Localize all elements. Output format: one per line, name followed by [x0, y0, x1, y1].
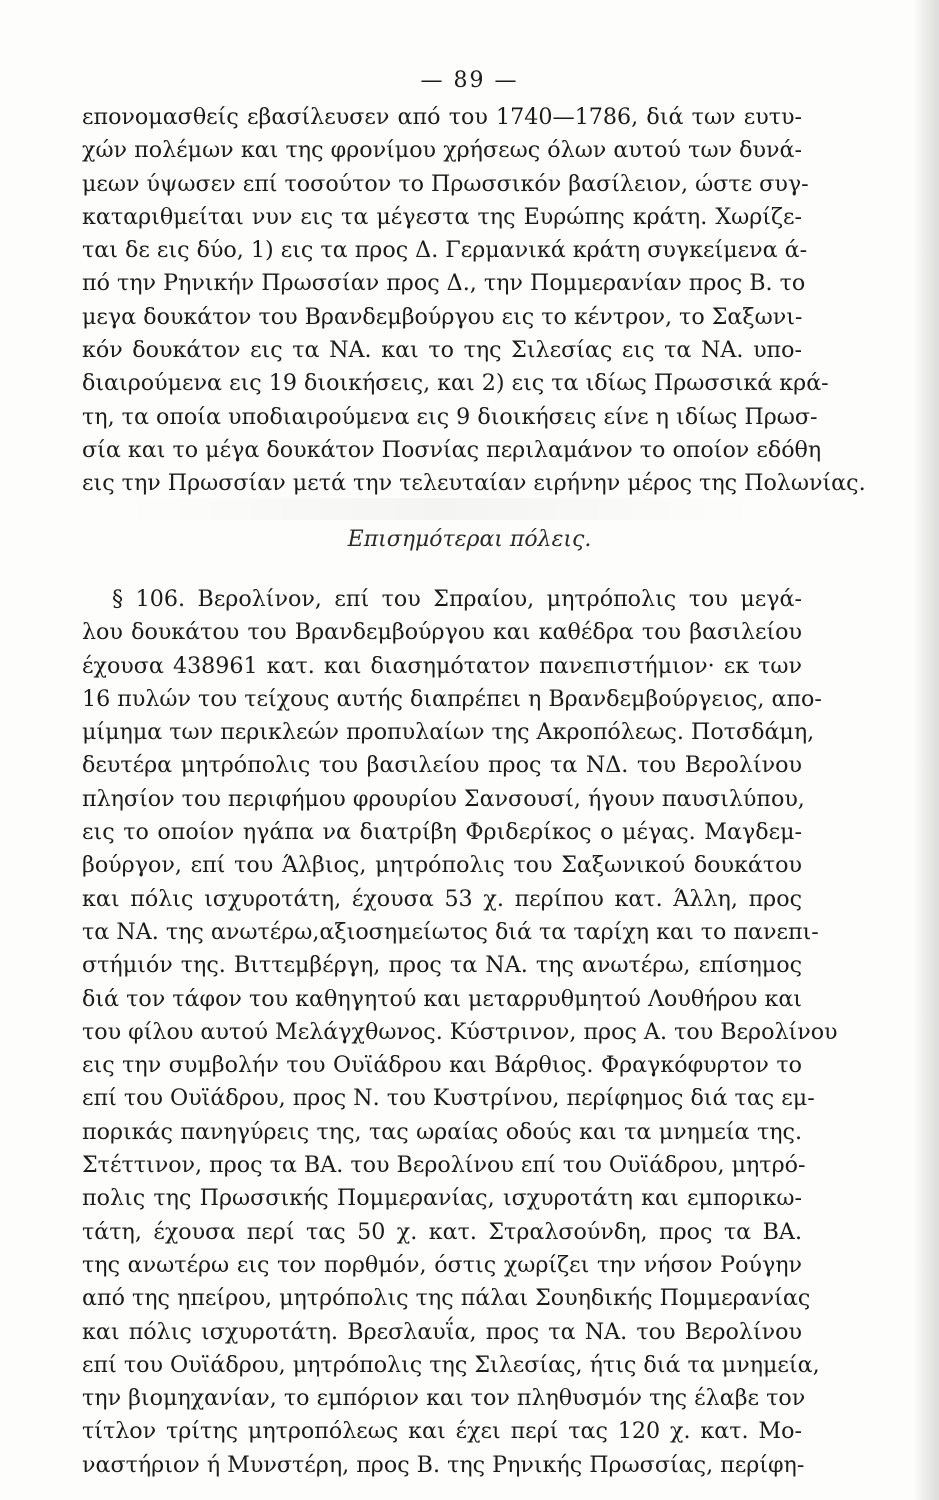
- text-line: λου δουκάτου του Βρανδεμβούργου και καθέδρα του βασιλείου: [82, 619, 802, 646]
- text-line: Στέττινον, προς τα ΒΑ. του Βερολίνου επί του Ουϊάδρου, μητρό-: [82, 1152, 806, 1179]
- text-line: εις το οποίον ηγάπα να διατρίβη Φριδερίκος ο μέγας. Μαγδεμ-: [82, 819, 802, 846]
- text-line: εις την Πρωσσίαν μετά την τελευταίαν ειρήνην μέρος της Πολωνίας.: [82, 470, 866, 497]
- text-line: βούργον, επί του Άλβιος, μητρόπολις του Σαξωνικού δουκάτου: [82, 852, 802, 879]
- text-line: κόν δουκάτον εις τα ΝΑ. και το της Σιλεσίας εις τα ΝΑ. υπο-: [82, 337, 802, 364]
- text-line: μίμημα των περικλεών προπυλαίων της Ακροπόλεως. Ποτσδάμη,: [82, 719, 815, 746]
- text-line: επί του Ουϊάδρου, μητρόπολις της Σιλεσίας, ήτις διά τα μνημεία,: [82, 1351, 820, 1378]
- text-line: πορικάς πανηγύρεις της, τας ωραίας οδούς και τα μνημεία της.: [82, 1118, 802, 1145]
- text-line: πλησίον του περιφήμου φρουρίου Σανσουσί, ήγουν παυσιλύπου,: [82, 785, 805, 812]
- text-line: χών πολέμων και της φρονίμου χρήσεως όλων αυτού των δυνά-: [82, 137, 802, 164]
- text-line: επί του Ουϊάδρου, προς Ν. του Κυστρίνου, περίφημος διά τας εμ-: [82, 1085, 815, 1112]
- text-line: και πόλις ισχυροτάτη, έχουσα 53 χ. περίπου κατ. Άλλη, προς: [82, 885, 802, 912]
- text-line: τίτλον τρίτης μητροπόλεως και έχει περί τας 120 χ. κατ. Μο-: [82, 1418, 802, 1445]
- paragraph-cities: [82, 583, 838, 1482]
- text-line: δευτέρα μητρόπολις του βασιλείου προς τα ΝΔ. του Βερολίνου: [82, 752, 802, 779]
- text-line: τη, τα οποία υποδιαιρούμενα εις 9 διοικήσεις είνε η ιδίως Πρωσ-: [82, 403, 818, 430]
- text-line: πολις της Πρωσσικής Πομμερανίας, ισχυροτάτη και εμπορικω-: [82, 1185, 802, 1212]
- text-line: και πόλις ισχυροτάτη. Βρεσλαυΐα, προς τα ΝΑ. του Βερολίνου: [82, 1318, 802, 1345]
- text-line: του φίλου αυτού Μελάγχθωνος. Κύστρινον, προς Α. του Βερολίνου: [82, 1018, 838, 1045]
- show-through-artifact: [120, 498, 760, 520]
- page-edge-shadow: [913, 0, 939, 1500]
- text-line: 16 πυλών του τείχους αυτής διαπρέπει η Βρανδεμβούργειος, απο-: [82, 685, 822, 712]
- text-line: § 106. Βερολίνον, επί του Σπραίου, μητρόπολις του μεγά-: [112, 586, 802, 612]
- text-line: τα ΝΑ. της ανωτέρω,αξιοσημείωτος διά τα ταρίχη και το πανεπι-: [82, 918, 819, 945]
- page-number: — 89 —: [420, 68, 519, 93]
- text-line: από της ηπείρου, μητρόπολις της πάλαι Σουηδικής Πομμερανίας: [82, 1285, 811, 1312]
- text-line: μεων ύψωσεν επί τοσούτον το Πρωσσικόν βασίλειον, ώστε συγ-: [82, 170, 809, 197]
- text-line: στήμιόν της. Βιττεμβέργη, προς τα ΝΑ. της ανωτέρω, επίσημος: [82, 952, 802, 979]
- text-line: εις την συμβολήν του Ουϊάδρου και Βάρθιος. Φραγκόφυρτον το: [82, 1052, 802, 1079]
- text-line: ται δε εις δύο, 1) εις τα προς Δ. Γερμανικά κράτη συγκείμενα ά-: [82, 237, 808, 264]
- text-line: τάτη, έχουσα περί τας 50 χ. κατ. Στραλσούνδη, προς τα ΒΑ.: [82, 1218, 802, 1245]
- paragraph-prussia-overview: [82, 101, 866, 501]
- text-line: διαιρούμενα εις 19 διοικήσεις, και 2) εις τα ιδίως Πρωσσικά κρά-: [82, 370, 829, 397]
- text-line: μεγα δουκάτον του Βρανδεμβούργου εις το κέντρον, το Σαξωνι-: [82, 303, 803, 330]
- text-line: σία και το μέγα δουκάτον Ποσνίας περιλαμάνον το οποίον εδόθη: [82, 436, 822, 463]
- text-line: πό την Ρηνικήν Πρωσσίαν προς Δ., την Πομμερανίαν προς Β. το: [82, 270, 806, 297]
- text-line: διά τον τάφον του καθηγητού και μεταρρυθμητού Λουθήρου και: [82, 985, 802, 1012]
- section-heading: Επισημότεραι πόλεις.: [347, 527, 592, 552]
- text-line: την βιομηχανίαν, το εμπόριον και τον πληθυσμόν της έλαβε τον: [82, 1385, 806, 1412]
- text-line: επονομασθείς εβασίλευσεν από του 1740—1786, διά των ευτυ-: [82, 104, 802, 130]
- text-line: της ανωτέρω εις τον πορθμόν, όστις χωρίζει την νήσον Ρούγην: [82, 1251, 802, 1278]
- text-line: έχουσα 438961 κατ. και διασημότατον πανεπιστήμιον· εκ των: [82, 652, 802, 679]
- text-line: καταριθμείται νυν εις τα μέγεστα της Ευρώπης κράτη. Χωρίζε-: [82, 203, 802, 230]
- text-line: ναστήριον ή Μυνστέρη, προς Β. της Ρηνικής Πρωσσίας, περίφη-: [82, 1451, 805, 1478]
